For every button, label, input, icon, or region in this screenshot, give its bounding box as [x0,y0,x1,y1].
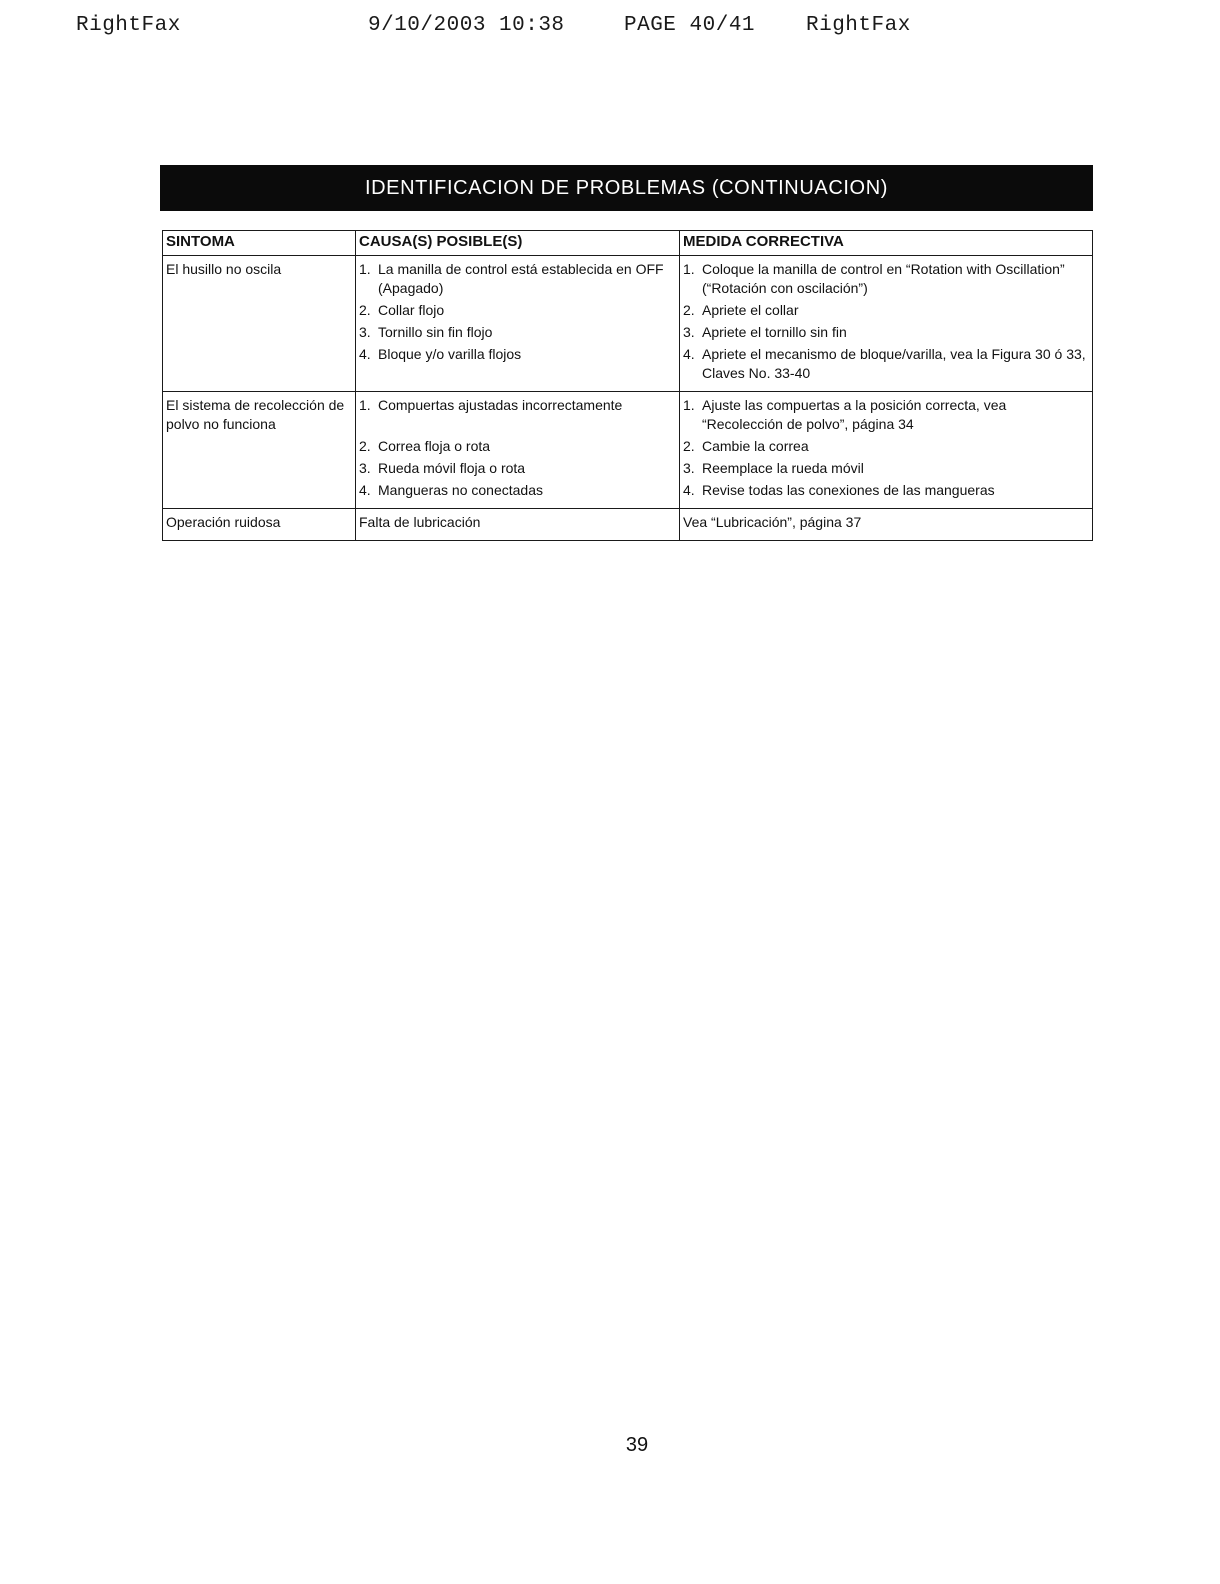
item-text: Revise todas las conexiones de las mangueras [702,482,995,498]
item-number: 3. [359,460,371,476]
cause-item [359,301,676,320]
troubleshooting-table [162,230,1093,541]
header-actions: MEDIDA CORRECTIVA [680,231,1093,256]
cause-item [359,323,676,342]
action-item [683,481,1089,500]
item-number: 2. [683,302,695,318]
table-row [163,509,1093,541]
item-text: Coloque la manilla de control en “Rotation with Oscillation” (“Rotación con oscilación”) [702,261,1065,296]
table-header-row [163,231,1093,256]
action-item [683,301,1089,320]
item-number: 2. [359,302,371,318]
item-number: 1. [359,261,371,277]
item-text: Apriete el collar [702,302,799,318]
cause-item [359,459,676,478]
symptom-cell [163,509,356,541]
causes-cell [356,392,680,509]
section-title: IDENTIFICACION DE PROBLEMAS (CONTINUACION) [364,176,888,199]
cause-text: Falta de lubricación [359,514,481,530]
item-text: Reemplace la rueda móvil [702,460,864,476]
item-number: 2. [359,438,371,454]
header-causes: CAUSA(S) POSIBLE(S) [356,231,680,256]
cause-item [359,481,676,500]
page-number: 39 [625,1434,649,1456]
item-text: Bloque y/o varilla flojos [378,346,522,362]
action-item [683,437,1089,456]
item-number: 3. [683,460,695,476]
item-number: 4. [359,482,371,498]
section-banner [160,165,1093,211]
item-text: La manilla de control está establecida en OFF (Apagado) [378,261,664,296]
action-item [683,260,1089,298]
item-number: 1. [683,397,695,413]
item-text: Collar flojo [378,302,445,318]
action-item [683,323,1089,342]
cause-item [359,345,676,364]
fax-page-count: PAGE 40/41 [624,14,756,37]
action-item [683,459,1089,478]
actions-cell [680,509,1093,541]
symptom-text: Operación ruidosa [166,514,281,530]
fax-sender: RightFax [76,14,181,37]
item-text: Mangueras no conectadas [378,482,543,498]
item-number: 1. [359,397,371,413]
item-text: Apriete el tornillo sin fin [702,324,847,340]
item-number: 4. [683,346,695,362]
header-symptom: SINTOMA [163,231,356,256]
causes-cell [356,509,680,541]
table-row [163,392,1093,509]
item-number: 3. [683,324,695,340]
fax-receiver: RightFax [806,14,911,37]
causes-cell [356,256,680,392]
cause-item [359,396,676,415]
fax-datetime: 9/10/2003 10:38 [368,14,565,37]
symptom-cell [163,256,356,392]
spacer [359,418,676,437]
actions-cell [680,256,1093,392]
actions-cell [680,392,1093,509]
table-row [163,256,1093,392]
item-text: Apriete el mecanismo de bloque/varilla, vea la Figura 30 ó 33, Claves No. 33-40 [702,346,1086,381]
item-text: Ajuste las compuertas a la posición correcta, vea “Recolección de polvo”, página 34 [702,397,1007,432]
item-text: Rueda móvil floja o rota [378,460,526,476]
symptom-text: El sistema de recolección de polvo no funciona [166,397,345,432]
item-number: 4. [359,346,371,362]
item-number: 2. [683,438,695,454]
item-number: 3. [359,324,371,340]
item-text: Compuertas ajustadas incorrectamente [378,397,623,413]
symptom-text: El husillo no oscila [166,261,282,277]
action-text: Vea “Lubricación”, página 37 [683,514,862,530]
item-text: Tornillo sin fin flojo [378,324,493,340]
action-item [683,396,1089,434]
fax-header [76,14,976,40]
symptom-cell [163,392,356,509]
item-number: 1. [683,261,695,277]
item-number: 4. [683,482,695,498]
action-item [683,345,1089,383]
cause-item [359,260,676,298]
cause-item [359,437,676,456]
item-text: Cambie la correa [702,438,809,454]
item-text: Correa floja o rota [378,438,491,454]
